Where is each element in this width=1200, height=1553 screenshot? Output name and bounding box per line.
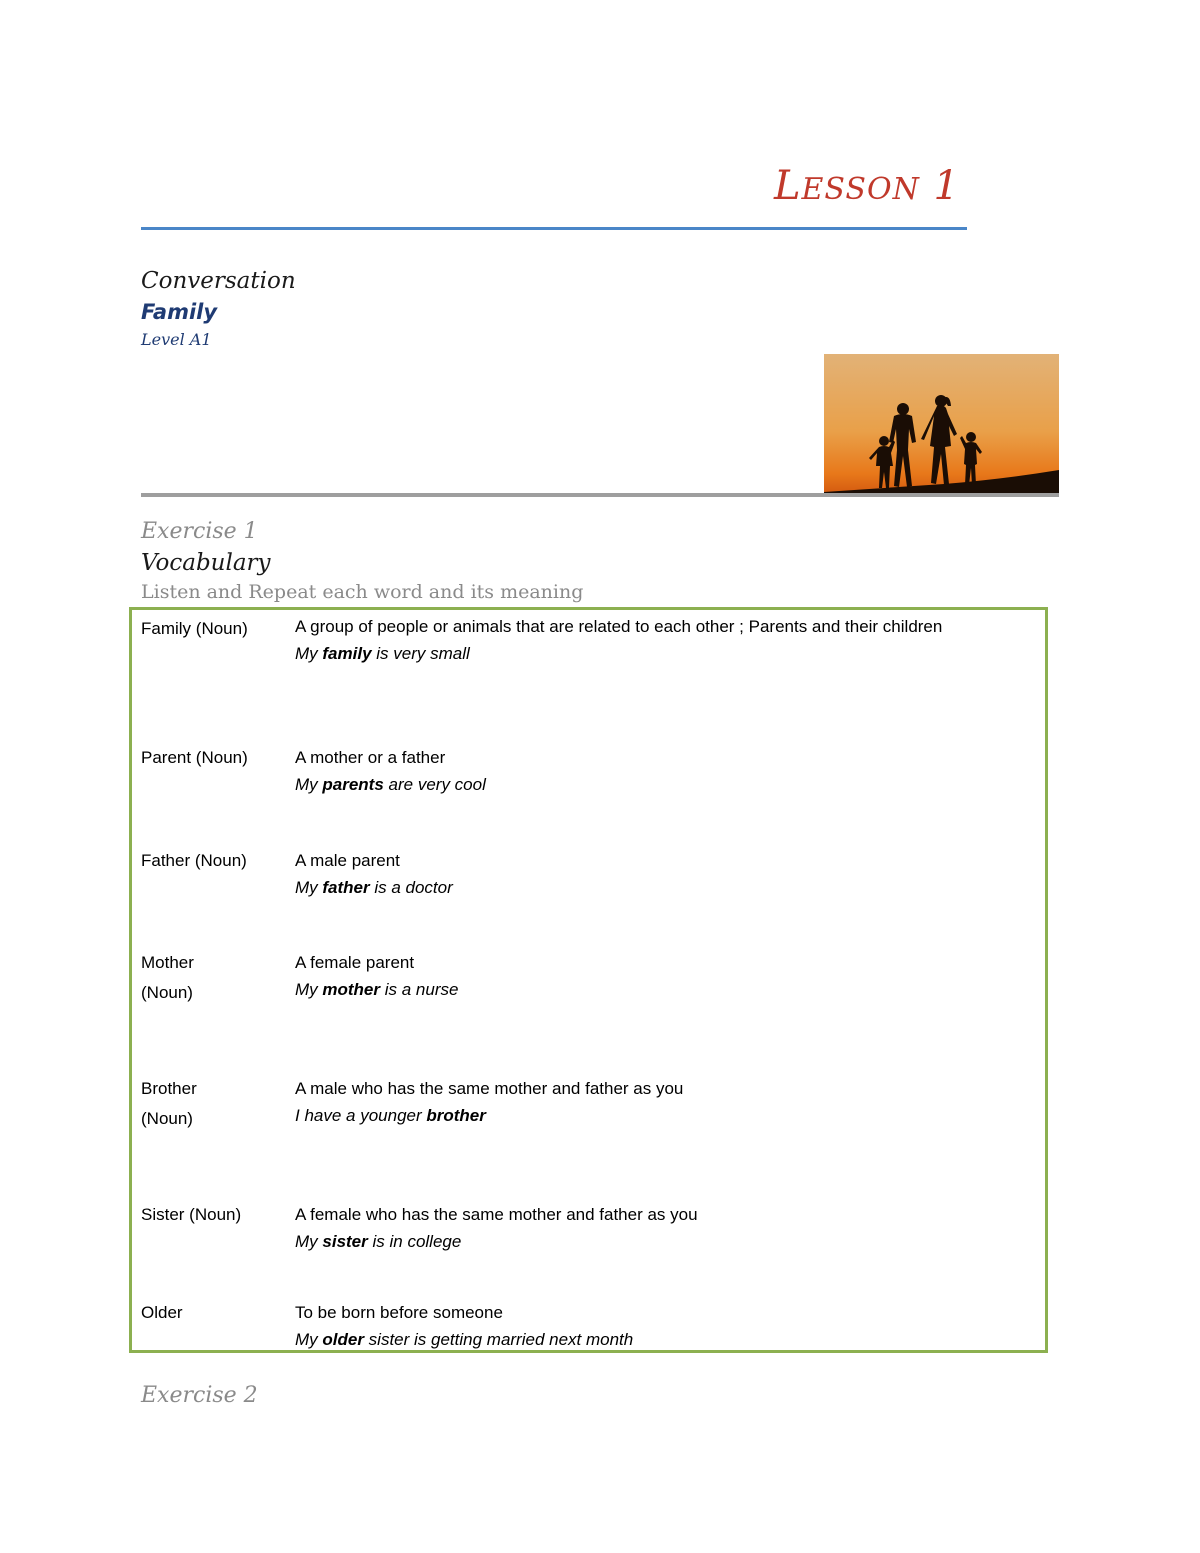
vocab-meaning: A mother or a father <box>295 748 446 767</box>
vocab-example-keyword: father <box>322 878 370 897</box>
vocab-definition <box>295 848 1015 900</box>
vocab-example: My older sister is getting married next month <box>295 1330 634 1349</box>
vocab-example-keyword: brother <box>426 1106 486 1125</box>
vocab-example-keyword: mother <box>322 980 381 999</box>
vocabulary-table <box>129 607 1048 1353</box>
intro-topic: Family <box>141 300 218 324</box>
exercise-2-header <box>141 1380 258 1411</box>
vocab-meaning: A male parent <box>295 851 400 870</box>
vocab-term: Sister (Noun) <box>141 1205 242 1224</box>
lesson-title-rest: ESSON <box>801 172 920 207</box>
vocab-example: I have a younger brother <box>295 1106 486 1125</box>
vocab-example-keyword: sister <box>322 1232 368 1251</box>
vocab-definition <box>295 614 1015 666</box>
vocab-definition <box>295 950 1015 1002</box>
vocab-example: My sister is in college <box>295 1232 462 1251</box>
vocab-term: Older <box>141 1303 183 1322</box>
exercise-1-header <box>141 516 583 605</box>
intro-level: Level A1 <box>141 330 212 349</box>
exercise-1-subtitle: Vocabulary <box>141 550 271 576</box>
vocab-example: My family is very small <box>295 644 470 663</box>
vocab-definition <box>295 1202 1015 1254</box>
exercise-1-instruction: Listen and Repeat each word and its meaning <box>141 581 584 603</box>
exercise-1-label: Exercise 1 <box>141 519 258 544</box>
lesson-title-initial: L <box>773 163 802 209</box>
lesson-title <box>774 163 960 209</box>
lesson-number: 1 <box>933 163 960 209</box>
intro-block <box>141 268 296 349</box>
vocab-example-keyword: family <box>322 644 372 663</box>
exercise-2-label: Exercise 2 <box>141 1383 258 1408</box>
vocab-definition <box>295 1300 1015 1352</box>
vocab-example: My mother is a nurse <box>295 980 459 999</box>
vocab-example: My parents are very cool <box>295 775 486 794</box>
vocab-term: Family (Noun) <box>141 619 248 638</box>
vocab-term: Brother (Noun) <box>141 1079 197 1128</box>
vocab-term: Mother (Noun) <box>141 953 194 1002</box>
header-divider <box>141 227 967 230</box>
vocab-example-keyword: older <box>322 1330 364 1349</box>
vocab-meaning: A group of people or animals that are related to each other ; Parents and their children <box>295 617 943 636</box>
vocab-definition <box>295 1076 1015 1128</box>
intro-title: Conversation <box>141 268 296 294</box>
vocab-meaning: A male who has the same mother and father as you <box>295 1079 684 1098</box>
vocab-meaning: To be born before someone <box>295 1303 503 1322</box>
vocab-meaning: A female parent <box>295 953 415 972</box>
vocab-definition <box>295 745 1015 797</box>
vocab-example-keyword: parents <box>322 775 384 794</box>
vocab-term: Father (Noun) <box>141 851 247 870</box>
family-silhouette-sunset-image <box>824 354 1059 495</box>
vocab-example: My father is a doctor <box>295 878 453 897</box>
intro-divider <box>141 493 1059 497</box>
vocab-meaning: A female who has the same mother and father as you <box>295 1205 698 1224</box>
vocab-term: Parent (Noun) <box>141 748 248 767</box>
